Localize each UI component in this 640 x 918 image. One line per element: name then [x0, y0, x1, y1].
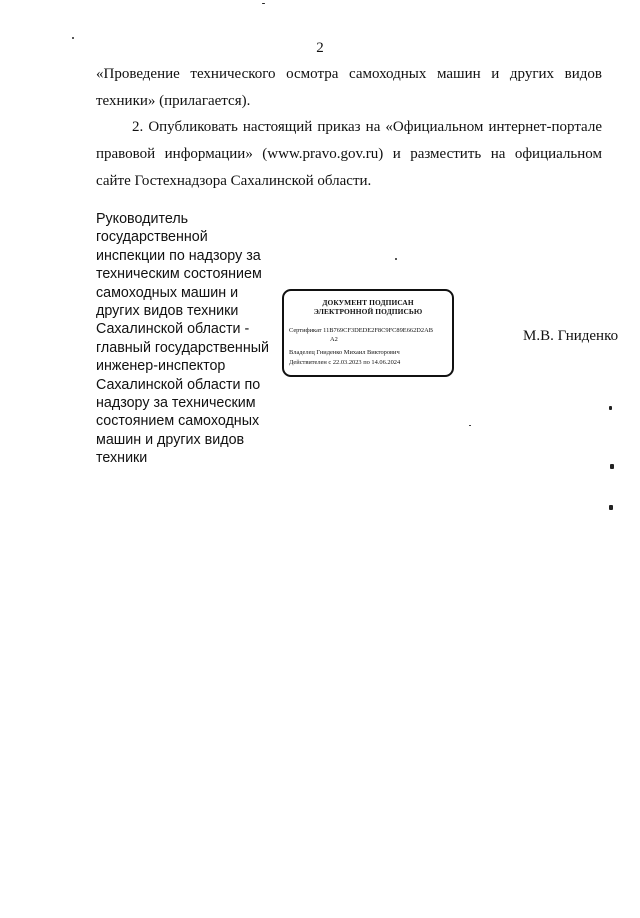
stamp-title [284, 298, 452, 316]
stamp-validity: Действителен с 22.03.2023 по 14.06.2024 [289, 359, 401, 366]
stamp-certificate-continued: A2 [330, 336, 338, 343]
body-paragraph-2: 2. Опубликовать настоящий приказ на «Официальном интернет-портале правовой информации» (www.pravo.gov.ru) и разместить на официальном сайте Гостехнадзора Сахалинской области. [96, 119, 602, 189]
signatory-position: Руководитель государственной инспекции по надзору за техническим состоянием самоходных машин и других видов техники Сахалинской области - главный государственный инженер-инспектор Сахалинской области по надзору за техническим состоянием самоходных машин и других видов техники [96, 211, 269, 467]
stamp-title-line-2: ЭЛЕКТРОННОЙ ПОДПИСЬЮ [313, 307, 423, 316]
page-number: 2 [316, 40, 324, 56]
scan-speck [609, 505, 613, 510]
scan-speck [469, 425, 471, 426]
signatory-name: М.В. Гниденко [523, 328, 619, 344]
e-signature-stamp [282, 289, 454, 377]
scan-speck [262, 3, 265, 4]
scan-speck [72, 37, 74, 39]
body-paragraph-1: «Проведение технического осмотра самоходных машин и других видов техники» (прилагается). [96, 66, 602, 109]
scan-speck [395, 258, 397, 260]
stamp-certificate: Сертификат 11B769CF3DEDE2F8C9FC89E662D2AB [289, 327, 433, 334]
stamp-title-line-1: ДОКУМЕНТ ПОДПИСАН [322, 298, 414, 307]
stamp-owner: Владелец Гниденко Михаил Викторович [289, 349, 400, 356]
scan-speck [610, 464, 614, 469]
scan-speck [609, 406, 612, 410]
